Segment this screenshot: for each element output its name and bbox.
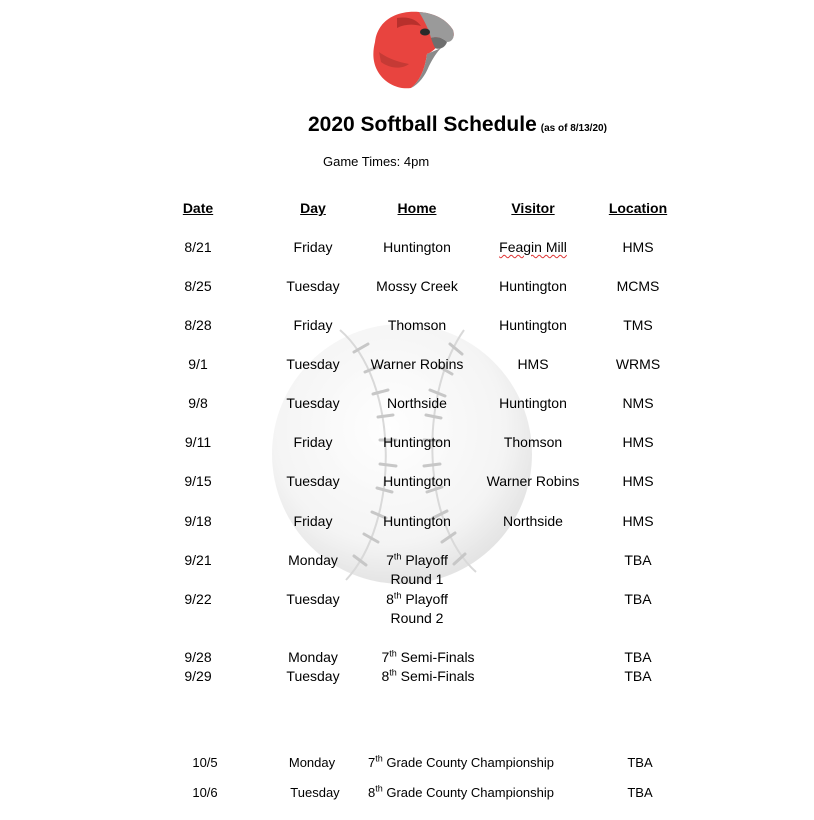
playoff-home: 8th Playoff Round 2: [386, 590, 448, 626]
row-visitor: Huntington: [499, 278, 567, 294]
semi-home: 7th Semi-Finals: [381, 648, 475, 665]
row-location: MCMS: [616, 278, 660, 294]
playoff-date: 9/22: [184, 591, 212, 607]
row-home: Warner Robins: [370, 356, 464, 372]
row-location: TMS: [623, 317, 653, 333]
page-title: [308, 113, 607, 137]
row-date: 9/15: [184, 473, 212, 489]
semi-day: Monday: [288, 649, 338, 665]
playoff-location: TBA: [624, 552, 652, 568]
semi-location: TBA: [624, 668, 652, 684]
row-visitor: Huntington: [499, 317, 567, 333]
game-times: Game Times: 4pm: [323, 154, 430, 169]
semi-home: 8th Semi-Finals: [381, 667, 475, 684]
row-home: Mossy Creek: [376, 278, 458, 294]
row-visitor: HMS: [517, 356, 549, 372]
row-home: Huntington: [383, 473, 451, 489]
playoff-day: Monday: [288, 552, 338, 568]
row-day: Tuesday: [286, 356, 340, 372]
championship-date: 10/6: [192, 785, 218, 800]
row-location: HMS: [622, 239, 654, 255]
row-location: HMS: [622, 434, 654, 450]
row-day: Friday: [293, 317, 333, 333]
championship-day: Tuesday: [290, 785, 340, 800]
playoff-date: 9/21: [184, 552, 212, 568]
row-visitor: Thomson: [503, 434, 563, 450]
semi-date: 9/29: [184, 668, 212, 684]
row-date: 8/25: [184, 278, 212, 294]
playoff-day: Tuesday: [286, 591, 340, 607]
championship-date: 10/5: [192, 755, 218, 770]
row-home: Huntington: [383, 513, 451, 529]
row-home: Thomson: [387, 317, 447, 333]
row-date: 9/11: [184, 434, 212, 450]
championship-event: 8th Grade County Championship: [367, 783, 555, 800]
row-home: Northside: [387, 395, 447, 411]
row-date: 8/21: [184, 239, 212, 255]
championship-location: TBA: [627, 755, 653, 770]
title-date-note: (as of 8/13/20): [540, 123, 607, 134]
row-visitor: Feagin Mill: [499, 239, 567, 255]
row-day: Friday: [293, 513, 333, 529]
row-day: Friday: [293, 239, 333, 255]
row-date: 9/18: [184, 513, 212, 529]
playoff-location: TBA: [624, 591, 652, 607]
row-location: HMS: [622, 473, 654, 489]
row-day: Friday: [293, 434, 333, 450]
row-location: WRMS: [615, 356, 661, 372]
championship-event: 7th Grade County Championship: [367, 753, 555, 770]
row-location: HMS: [622, 513, 654, 529]
row-day: Tuesday: [286, 473, 340, 489]
semi-location: TBA: [624, 649, 652, 665]
championship-location: TBA: [627, 785, 653, 800]
row-home: Huntington: [383, 434, 451, 450]
semi-date: 9/28: [184, 649, 212, 665]
semi-day: Tuesday: [286, 668, 340, 684]
title-text: 2020 Softball Schedule: [308, 113, 537, 136]
header-date: Date: [182, 200, 214, 216]
row-visitor: Huntington: [499, 395, 567, 411]
championship-day: Monday: [288, 755, 336, 770]
playoff-home: 7th Playoff Round 1: [386, 551, 448, 587]
row-visitor: Northside: [503, 513, 563, 529]
row-date: 9/8: [188, 395, 208, 411]
header-day: Day: [300, 200, 326, 216]
row-home: Huntington: [383, 239, 451, 255]
row-date: 9/1: [188, 356, 208, 372]
header-location: Location: [608, 200, 668, 216]
row-day: Tuesday: [286, 395, 340, 411]
header-visitor: Visitor: [511, 200, 555, 216]
header-home: Home: [397, 200, 437, 216]
row-date: 8/28: [184, 317, 212, 333]
hawk-logo-icon: [367, 8, 457, 92]
row-day: Tuesday: [286, 278, 340, 294]
row-visitor: Warner Robins: [486, 473, 580, 489]
row-location: NMS: [622, 395, 654, 411]
